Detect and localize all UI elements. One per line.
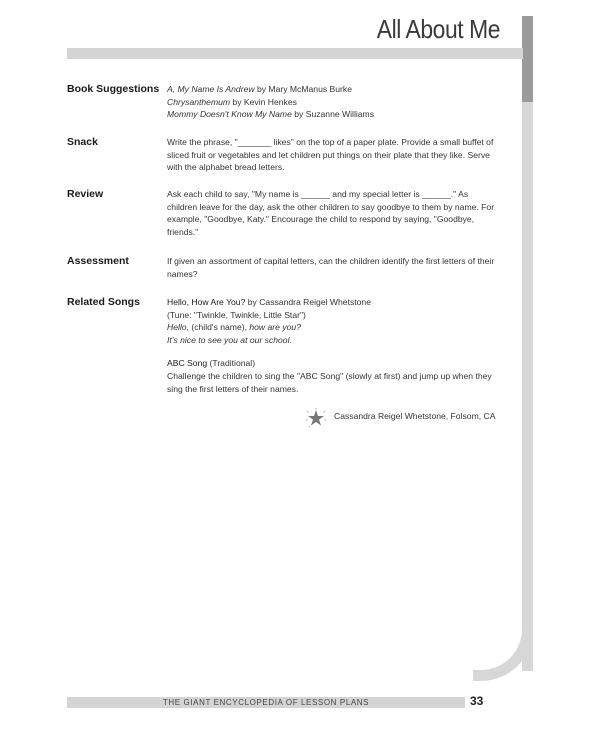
song-lyric: It's nice to see you at our school. — [167, 334, 292, 345]
page-title: All About Me — [376, 14, 500, 44]
side-rule — [522, 16, 533, 671]
song-heading: Hello, How Are You? by Cassandra Reigel Whetstone — [167, 297, 371, 307]
section-label: Assessment — [67, 255, 129, 267]
corner-rule — [473, 621, 533, 681]
snack-text: Write the phrase, "_______ likes" on the top of a paper plate. Provide a small buffet of sliced fruit or vegetables and let children put things on their plate that they like. Serve with the alphabet bread letters. — [167, 137, 494, 173]
song-description: Challenge the children to sing the "ABC Song" (slowly at first) and jump up when they sing the first letters of their names. — [167, 370, 492, 394]
book-item: A, My Name Is Andrew by Mary McManus Burke — [167, 84, 352, 94]
song-lyric: Hello, (child's name), how are you? — [167, 322, 301, 333]
assessment-text: If given an assortment of capital letters, can the children identify the first letters of their names? — [167, 256, 495, 279]
header-rule — [67, 48, 523, 59]
section-label: Related Songs — [67, 296, 140, 308]
credit-text: Cassandra Reigel Whetstone, Folsom, CA — [334, 411, 496, 421]
section-label: Review — [67, 188, 104, 200]
page-number: 33 — [470, 694, 484, 708]
footer-book-title: THE GIANT ENCYCLOPEDIA OF LESSON PLANS — [162, 698, 370, 707]
book-item: Mommy Doesn't Know My Name by Suzanne Williams — [167, 109, 375, 120]
song-tune: (Tune: "Twinkle, Twinkle, Little Star") — [167, 309, 306, 320]
book-item: Chrysanthemum by Kevin Henkes — [167, 96, 297, 107]
song-heading: ABC Song (Traditional) — [167, 358, 256, 369]
review-text: Ask each child to say, "My name is ______ and my special letter is ______." As children leave for the day, ask the other children to say goodbye to them by name. For example, "Goodbye, Katy." Encourage the child to respond by saying, "Goodbye, friends." — [167, 189, 495, 237]
section-label: Book Suggestions — [67, 83, 160, 95]
book-list — [167, 83, 499, 121]
songs-body — [167, 296, 499, 395]
contributor-credit — [300, 408, 500, 428]
side-rule-accent — [522, 16, 533, 102]
section-label: Snack — [67, 136, 98, 148]
star-burst-icon — [306, 408, 326, 428]
